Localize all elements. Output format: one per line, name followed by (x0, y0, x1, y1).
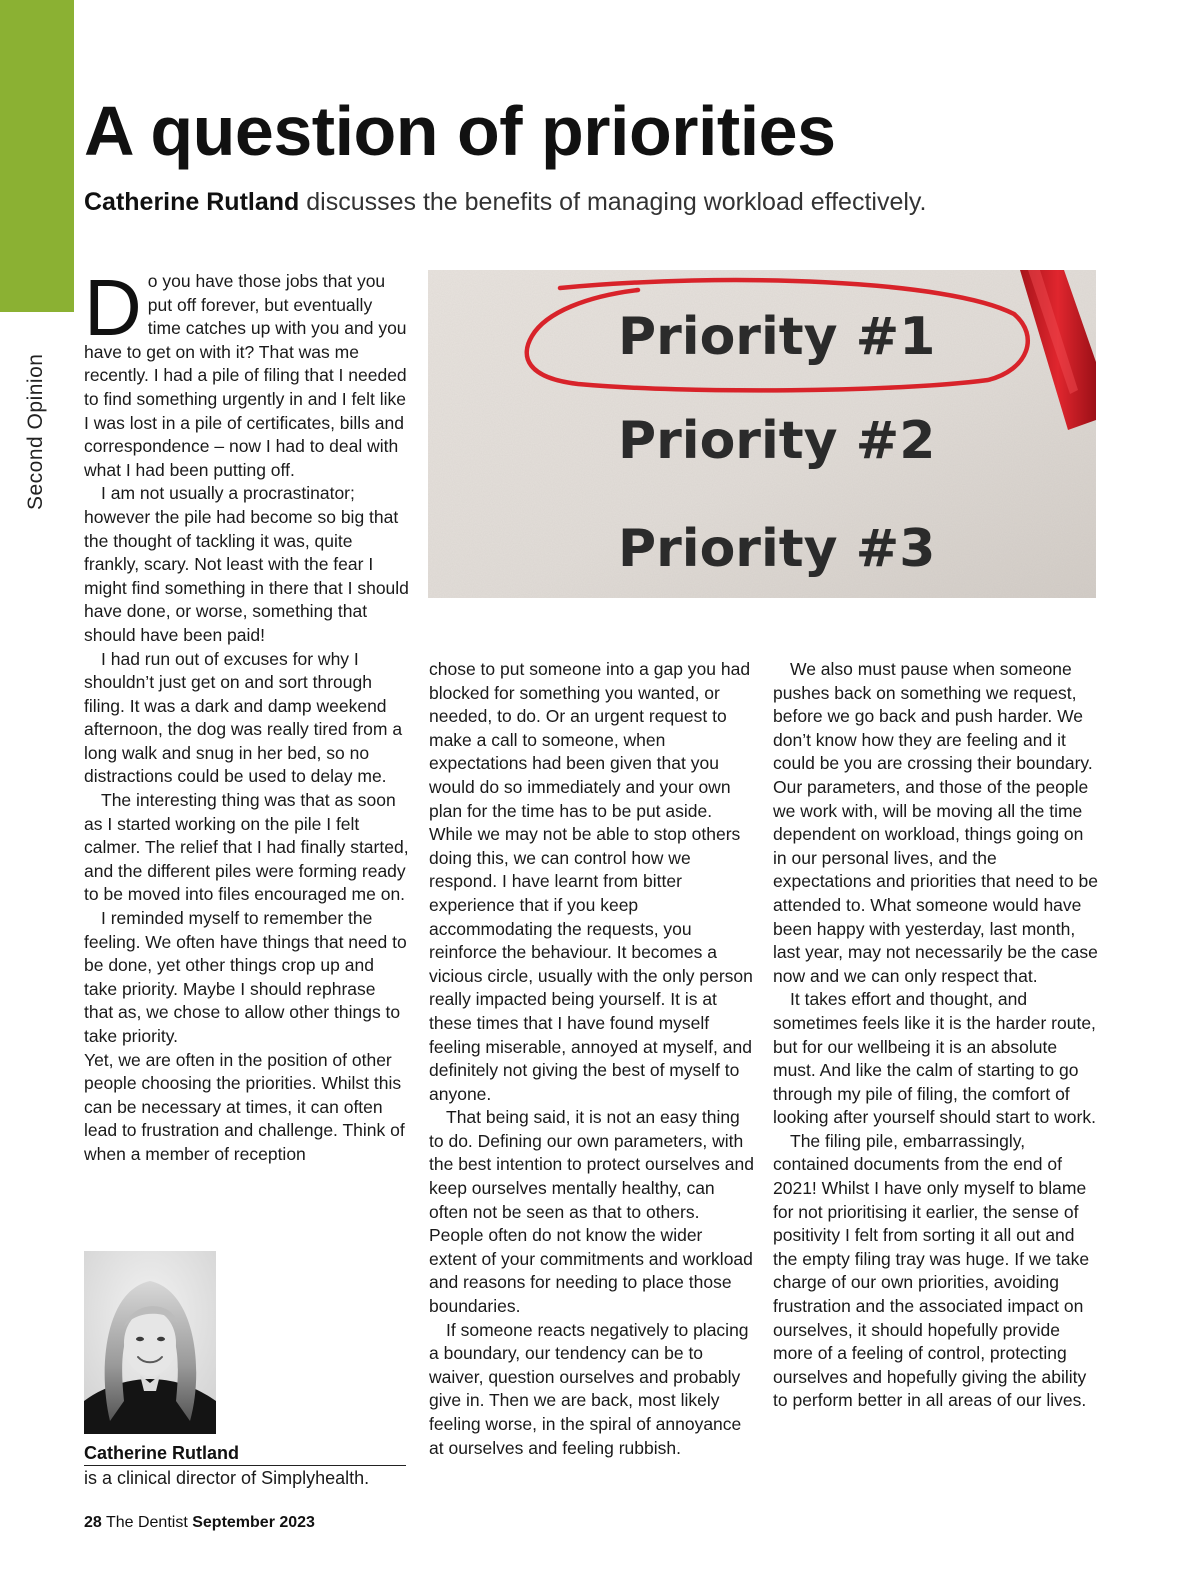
paragraph: I had run out of excuses for why I shouldn’t just get on and sort through filing. It was a dark and damp weekend afternoon, the dog was really tired from a long walk and snug in her bed, so no distractions could be used to delay me. (84, 648, 403, 787)
article-column-3 (773, 658, 1098, 1413)
paragraph: Yet, we are often in the position of other people choosing the priorities. Whilst this can be necessary at times, it can often lead to frustration and challenge. Think of when a member of reception (84, 1049, 405, 1164)
paragraph: If someone reacts negatively to placing a boundary, our tendency can be to waiver, question ourselves and probably give in. Then we are back, most likely feeling worse, in the spiral of annoyance at ourselves and feeling rubbish. (429, 1319, 749, 1458)
drop-cap: D (84, 263, 142, 352)
paragraph: The interesting thing was that as soon as I started working on the pile I felt calmer. The relief that I had finally started, and the different piles were forming ready to be moved into files encouraged me on. (84, 790, 409, 905)
publication-name: The Dentist (101, 1514, 193, 1531)
paragraph: o you have those jobs that you put off forever, but eventually time catches up with you and you have to get on with it? That was me recently. I had a pile of filing that I needed to find something urgently in and I felt like I was lost in a pile of certificates, bills and correspondence – now I had to deal with what I had been putting off. (84, 271, 407, 480)
article-title: A question of priorities (84, 92, 836, 170)
priority-line-2: Priority #2 (618, 411, 936, 471)
paragraph: I am not usually a procrastinator; however the pile had become so big that the thought of tackling it was, quite frankly, scary. Not least with the fear I might find something in there that I should have done, or worse, something that should have been paid! (84, 483, 409, 645)
article-column-1 (84, 263, 409, 1167)
standfirst-author: Catherine Rutland (84, 188, 300, 216)
paragraph: I reminded myself to remember the feeling. We often have things that need to be done, yet other things crop up and take priority. Maybe I should rephrase that as, we chose to allow other things to take priority. (84, 908, 407, 1046)
standfirst (84, 186, 927, 218)
section-label: Second Opinion (24, 353, 47, 510)
priority-line-1: Priority #1 (618, 307, 936, 367)
priority-line-3: Priority #3 (618, 519, 936, 579)
paragraph: We also must pause when someone pushes back on something we request, before we go back and push harder. We don’t know how they are feeling and it could be you are crossing their boundary. Our parameters, and those of the people we work with, will be moving all the time dependent on workload, things going on in our personal lives, and the expectations and priorities that need to be attended to. What someone would have been happy with yesterday, last month, last year, may not necessarily be the case now and we can only respect that. (773, 659, 1098, 986)
standfirst-text: discusses the benefits of managing workload effectively. (299, 188, 927, 216)
paragraph: The filing pile, embarrassingly, contained documents from the end of 2021! Whilst I have only myself to blame for not prioritising it earlier, the sense of positivity I felt from sorting it all out and the empty filing tray was huge. If we take charge of our own priorities, avoiding frustration and the associated impact on ourselves, it should hopefully provide more of a feeling of control, protecting ourselves and hopefully giving the ability to perform better in all areas of our lives. (773, 1130, 1090, 1411)
author-name: Catherine Rutland (84, 1442, 406, 1466)
page-footer (84, 1514, 315, 1532)
article-column-2 (429, 658, 754, 1460)
priority-photo (428, 270, 1096, 598)
paragraph: That being said, it is not an easy thing to do. Defining our own parameters, with the best intention to protect ourselves and keep ourselves mentally healthy, can often not be seen as that to others. People often do not know the wider extent of your commitments and workload and reasons for needing to place those boundaries. (429, 1107, 754, 1317)
author-portrait (84, 1251, 216, 1434)
author-role: is a clinical director of Simplyhealth. (84, 1468, 370, 1488)
section-color-bar (0, 0, 74, 312)
paragraph: chose to put someone into a gap you had blocked for something you wanted, or needed, to do. Or an urgent request to make a call to someone, when expectations had been given that you would do so immediately and your own plan for the time has to be put aside. While we may not be able to stop others doing this, we can control how we respond. I have learnt from bitter experience that if you keep accommodating the requests, you reinforce the behaviour. It becomes a vicious circle, usually with the only person really impacted being yourself. It is at these times that I have found myself feeling miserable, annoyed at myself, and definitely not giving the best of myself to anyone. (429, 659, 753, 1104)
page-number: 28 (84, 1514, 102, 1531)
issue-date: September 2023 (192, 1514, 315, 1531)
paragraph: It takes effort and thought, and sometimes feels like it is the harder route, but for our wellbeing it is an absolute must. And like the calm of starting to go through my pile of filing, the comfort of looking after yourself should start to work. (773, 989, 1096, 1128)
